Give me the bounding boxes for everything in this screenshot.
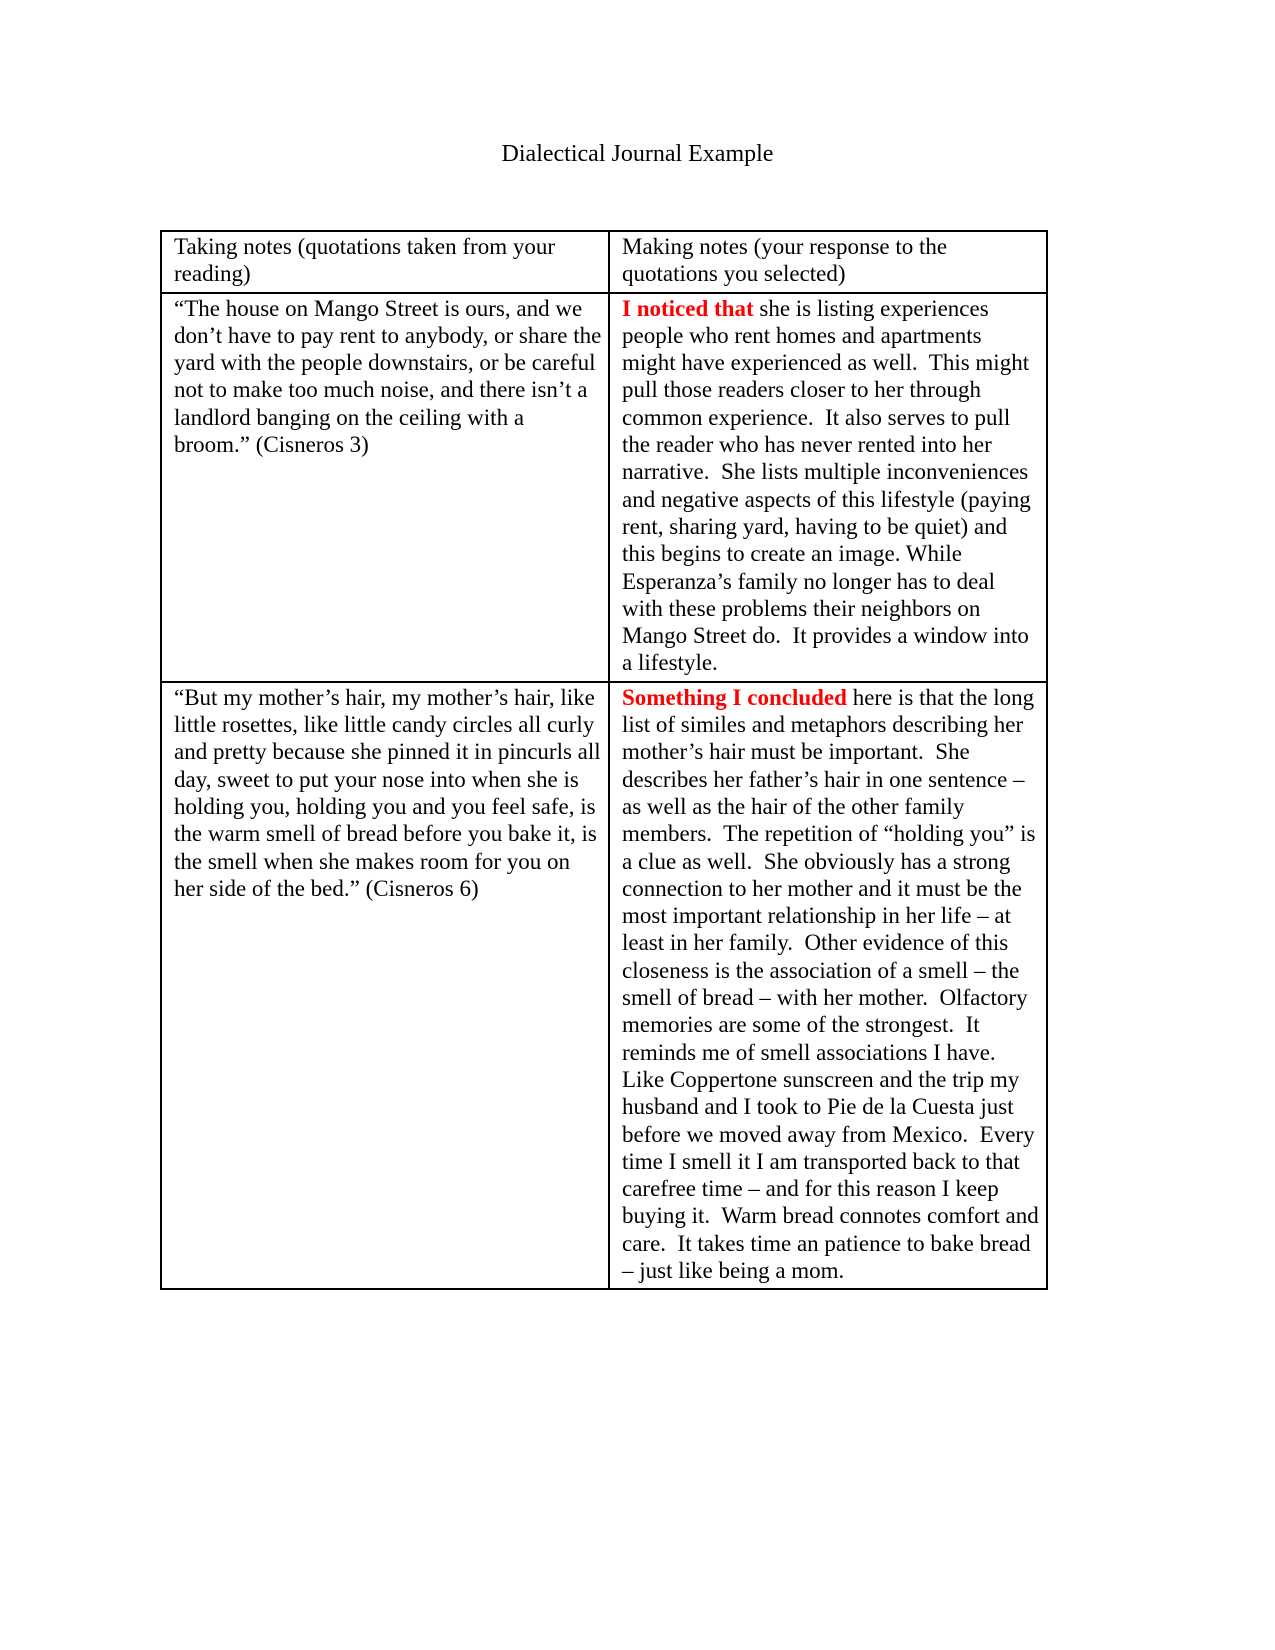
- header-making-notes: Making notes (your response to the quotations you selected): [609, 231, 1047, 293]
- table-row: [161, 293, 1047, 682]
- response-cell: [609, 293, 1047, 682]
- table-header-row: [161, 231, 1047, 293]
- quote-cell: [161, 293, 609, 682]
- table-row: [161, 682, 1047, 1290]
- response-lead-in: Something I concluded: [622, 684, 847, 710]
- response-text: she is listing experiences people who rent homes and apartments might have experienced as well. This might pull those readers closer to her through common experience. It also serves to pull the reader who has never rented into her narrative. She lists multiple inconveniences and negative aspects of this lifestyle (paying rent, sharing yard, having to be quiet) and this begins to create an image. While Esperanza’s family no longer has to deal with these problems their neighbors on Mango Street do. It provides a window into a lifestyle.: [622, 295, 1037, 676]
- header-taking-notes: Taking notes (quotations taken from your reading): [161, 231, 609, 293]
- quote-text: “But my mother’s hair, my mother’s hair, like little rosettes, like little candy circles all curly and pretty because she pinned it in pincurls all day, sweet to put your nose into when she is holding you, holding you and you feel safe, is the warm smell of bread before you bake it, is the smell when she makes room for you on her side of the bed.” (Cisneros 6): [174, 684, 607, 901]
- quote-text: “The house on Mango Street is ours, and we don’t have to pay rent to anybody, or share the yard with the people downstairs, or be careful not to make too much noise, and there isn’t a landlord banging on the ceiling with a broom.” (Cisneros 3): [174, 295, 608, 458]
- document-title: Dialectical Journal Example: [501, 141, 774, 167]
- response-text: here is that the long list of similes and metaphors describing her mother’s hair must be important. She describes her father’s hair in one sentence – as well as the hair of the other family members. The repetition of “holding you” is a clue as well. She obviously has a strong connection to her mother and it must be the most important relationship in her life – at least in her family. Other evidence of this closeness is the association of a smell – the smell of bread – with her mother. Olfactory memories are some of the strongest. It reminds me of smell associations I have. Like Coppertone sunscreen and the trip my husband and I took to Pie de la Cuesta just before we moved away from Mexico. Every time I smell it I am transported back to that carefree time – and for this reason I keep buying it. Warm bread connotes comfort and care. It takes time an patience to bake bread – just like being a mom.: [622, 684, 1045, 1283]
- response-lead-in: I noticed that: [622, 295, 754, 321]
- quote-cell: [161, 682, 609, 1290]
- response-cell: [609, 682, 1047, 1290]
- dialectical-journal-table: [160, 230, 1048, 1290]
